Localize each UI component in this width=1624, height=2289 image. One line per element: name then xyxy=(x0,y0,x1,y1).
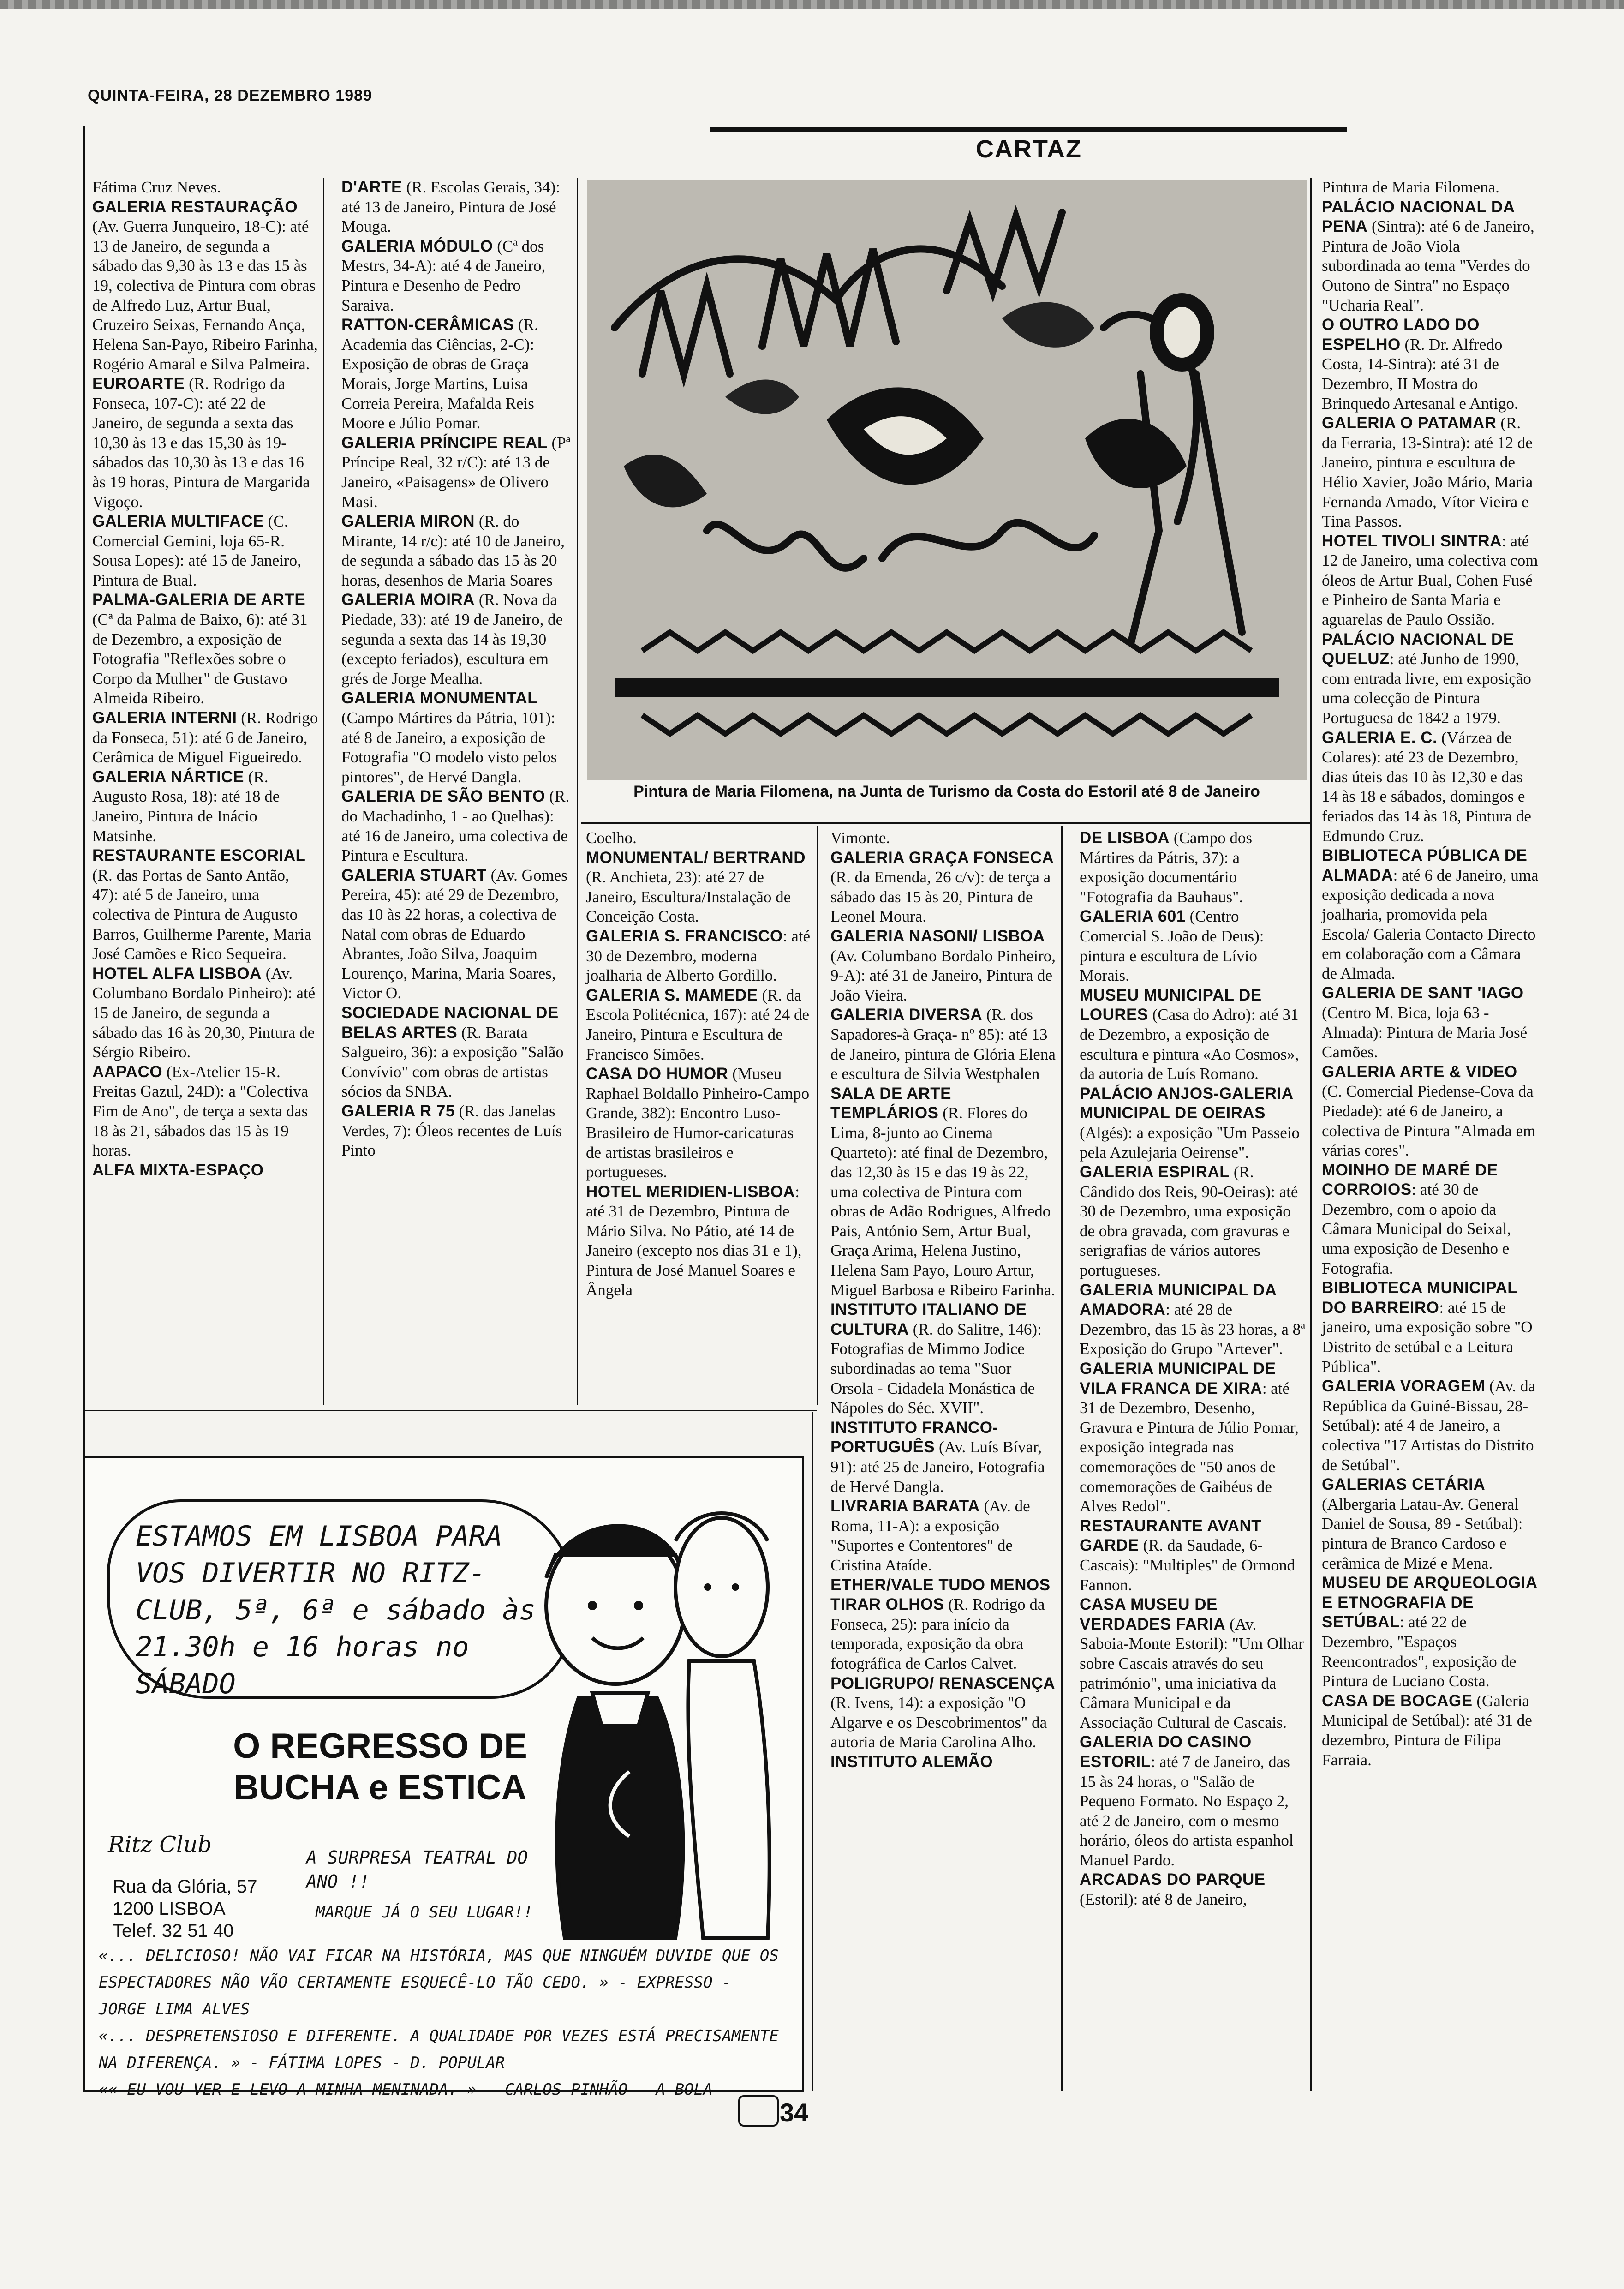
listing-details: (R. Barata Salgueiro, 36): a exposição "Salão Convívio" com obras de artistas sócios da SNBA. xyxy=(341,1023,564,1101)
press-quote: «... DELICIOSO! NÃO VAI FICAR NA HISTÓRIA, MAS QUE NINGUÉM DUVIDE QUE OS ESPECTADORES NÃO VÃO CERTAMENTE ESQUECÊ-LO TÃO CEDO. » - EXPRESSO - JORGE LIMA ALVES xyxy=(99,1947,779,2019)
column-rule xyxy=(1061,826,1063,2091)
listing-details: (Estoril): até 8 de Janeiro, xyxy=(1080,1890,1247,1909)
page-number: 34 xyxy=(780,2098,809,2127)
listing-details: (Cª da Palma de Baixo, 6): até 31 de Dezembro, a exposição de Fotografia "Reflexões sobre o Corpo da Mulher" de Gustavo Almeida Ribeiro. xyxy=(92,611,308,707)
listing-entry xyxy=(341,787,572,865)
theatre-advertisement xyxy=(83,1456,804,2099)
listing-details: (R. Rodrigo da Fonseca, 25): para início da temporada, exposição da obra fotográfica de Carlos Calvet. xyxy=(830,1595,1045,1672)
venue-name: GALERIA INTERNI xyxy=(92,709,237,727)
venue-name: ARCADAS DO PARQUE xyxy=(1080,1870,1266,1889)
listing-details: (Av. Gomes Pereira, 45): até 29 de Dezembro, das 10 às 22 horas, a colectiva de Natal com obras de Eduardo Abrantes, João Silva, Joaquim Lourenço, Marina, Maria Soares, Victor O. xyxy=(341,866,567,1002)
listing-details: (R. Rodrigo da Fonseca, 51): até 6 de Janeiro, Cerâmica de Miguel Figueiredo. xyxy=(92,709,318,767)
listing-details: Pintura de Maria Filomena. xyxy=(1322,178,1499,196)
listing-details: : até 30 de Dezembro, moderna joalharia de Alberto Gordillo. xyxy=(586,927,811,985)
page-dateline: QUINTA-FEIRA, 28 DEZEMBRO 1989 xyxy=(88,87,372,104)
venue-name: POLIGRUPO/ RENASCENÇA xyxy=(830,1674,1055,1692)
venue-name: GALERIA DIVERSA xyxy=(830,1006,983,1024)
venue-name: GALERIA MIRON xyxy=(341,512,475,531)
listing-column-6 xyxy=(1322,178,1539,1770)
ad-headline-text: ESTAMOS EM LISBOA PARA VOS DIVERTIR NO RITZ-CLUB, 5ª, 6ª e sábado às 21.30h e 16 horas no SÁBADO xyxy=(136,1520,536,1700)
listing-details: (R. das Janelas Verdes, 7): Óleos recentes de Luís Pinto xyxy=(341,1102,562,1160)
listing-details: : até 12 de Janeiro, uma colectiva com óleos de Artur Bual, Cohen Fusé e Pinheiro de Santa Maria e aguarelas de Paulo Ossião. xyxy=(1322,532,1538,629)
listing-entry xyxy=(1322,1062,1539,1161)
listing-entry xyxy=(92,178,318,198)
venue-name: GALERIA VORAGEM xyxy=(1322,1377,1486,1396)
listing-details: (Várzea de Colares): até 23 de Dezembro, dias úteis das 10 às 12,30 e das 14 às 18 e sábados, domingos e feriados das 14 às 18, Pintura de Edmundo Cruz. xyxy=(1322,728,1531,845)
listing-details: (R. da Ferraria, 13-Sintra): até 12 de Janeiro, pintura e escultura de Hélio Xavier, João Mário, Maria Fernanda Amado, Vítor Vieira e Tina Passos. xyxy=(1322,414,1533,531)
photo-caption: Pintura de Maria Filomena, na Junta de Turismo da Costa do Estoril até 8 de Janeiro xyxy=(633,783,1260,800)
venue-name: PALÁCIO ANJOS-GALERIA MUNICIPAL DE OEIRAS xyxy=(1080,1084,1293,1122)
venue-name: GALERIA DE SÃO BENTO xyxy=(341,787,545,806)
venue-name: GALERIA GRAÇA FONSECA xyxy=(830,848,1054,867)
listing-entry xyxy=(341,590,572,689)
listing-entry xyxy=(92,590,318,708)
listing-details: (C. Comercial Piedense-Cova da Piedade): até 6 de Janeiro, a colectiva de Pintura "Almada em várias cores". xyxy=(1322,1082,1536,1160)
listing-entry xyxy=(1080,828,1306,907)
listing-entry xyxy=(586,927,812,986)
ad-rule xyxy=(83,1410,817,1411)
venue-name: GALERIA STUART xyxy=(341,866,487,884)
listing-entry xyxy=(92,708,318,767)
listing-details: : até 30 de Dezembro, com o apoio da Câmara Municipal do Seixal, uma exposição de Desenho e Fotografia. xyxy=(1322,1180,1511,1277)
listing-entry xyxy=(1080,1084,1306,1162)
listing-entry xyxy=(1322,1278,1539,1377)
listing-entry xyxy=(586,848,812,927)
listing-details: (R. Nova da Piedade, 33): até 19 de Janeiro, de segunda a sexta das 14 às 19,30 (excepto feriados), escultura em grés de Jorge Mealha. xyxy=(341,591,563,688)
listing-entry xyxy=(341,512,572,590)
address-line: Telef. 32 51 40 xyxy=(113,1921,234,1941)
venue-name: D'ARTE xyxy=(341,178,402,196)
listing-details: (Pª Príncipe Real, 32 r/C): até 13 de Janeiro, «Paisagens» de Olivero Masi. xyxy=(341,433,571,511)
venue-name: HOTEL MERIDIEN-LISBOA xyxy=(586,1182,795,1201)
venue-name: O OUTRO LADO DO ESPELHO xyxy=(1322,316,1480,354)
listing-entry xyxy=(92,374,318,512)
comedians-illustration xyxy=(537,1486,786,1947)
listing-details: (R. Escolas Gerais, 34): até 13 de Janeiro, Pintura de José Mouga. xyxy=(341,178,561,236)
address-line: 1200 LISBOA xyxy=(113,1899,226,1919)
venue-name: GALERIA NASONI/ LISBOA xyxy=(830,927,1045,945)
listing-details: (Campo Mártires da Pátria, 101): até 8 de Janeiro, a exposição de Fotografia "O modelo visto pelos pintores", de Hervé Dangla. xyxy=(341,709,557,786)
listing-details: (R. Augusto Rosa, 18): até 18 de Janeiro, Pintura de Inácio Matsinhe. xyxy=(92,767,280,845)
venue-name: GALERIA DO CASINO ESTORIL xyxy=(1080,1733,1252,1771)
listing-entry xyxy=(1322,198,1539,316)
address-line: Rua da Glória, 57 xyxy=(113,1876,257,1897)
listing-details: : até 28 de Dezembro, das 15 às 23 horas, a 8ª Exposição do Grupo "Artever". xyxy=(1080,1300,1305,1358)
listing-details: (Av. Saboia-Monte Estoril): "Um Olhar sobre Cascais através do seu património", uma iniciativa da Câmara Municipal e da Associação Cultural de Cascais. xyxy=(1080,1615,1304,1732)
listing-entry xyxy=(586,986,812,1064)
listing-details: (Sintra): até 6 de Janeiro, Pintura de João Viola subordinada ao tema "Verdes do Outono de Sintra" no Espaço "Ucharia Real". xyxy=(1322,217,1534,314)
listing-details: : até 6 de Janeiro, uma exposição dedicada a nova joalharia, promovida pela Escola/ Galeria Contacto Directo em colaboração com a Câmara de Almada. xyxy=(1322,866,1539,983)
listing-entry xyxy=(92,1161,318,1180)
listing-entry xyxy=(341,237,572,315)
venue-name: HOTEL ALFA LISBOA xyxy=(92,964,262,983)
listing-details: (R. Dr. Alfredo Costa, 14-Sintra): até 31 de Dezembro, II Mostra do Brinquedo Artesanal e Antigo. xyxy=(1322,335,1518,413)
listing-entry xyxy=(830,927,1057,1005)
listing-entry xyxy=(1322,1691,1539,1770)
listing-entry xyxy=(586,1182,812,1300)
listing-details: : até 7 de Janeiro, das 15 às 24 horas, o "Salão de Pequeno Formato. No Espaço 2, até 2 de Janeiro, com o mesmo horário, óleos do artista espanhol Manuel Pardo. xyxy=(1080,1752,1294,1869)
venue-name: INSTITUTO FRANCO-PORTUGUÊS xyxy=(830,1418,998,1456)
venue-name: GALERIA RESTAURAÇÃO xyxy=(92,198,298,216)
listing-details: (R. Ivens, 14): a exposição "O Algarve e os Descobrimentos" da autoria de Maria Carolina Alho. xyxy=(830,1694,1047,1751)
section-title: CARTAZ xyxy=(976,135,1082,163)
listing-entry xyxy=(1080,1516,1306,1595)
listing-details: : até 31 de Dezembro, Desenho, Gravura e Pintura de Júlio Pomar, exposição integrada nas comemorações de "50 anos de comemorações de Gaibéus de Alves Redol". xyxy=(1080,1379,1299,1516)
listing-entry xyxy=(92,198,318,374)
listing-entry xyxy=(830,1418,1057,1497)
listing-details: (Cª dos Mestrs, 34-A): até 4 de Janeiro, Pintura e Desenho de Pedro Saraiva. xyxy=(341,237,546,314)
listing-details: (Centro M. Bica, loja 63 - Almada): Pintura de Maria José Camões. xyxy=(1322,1003,1528,1061)
listing-details: (Algés): a exposição "Um Passeio pela Azulejaria Oeirense". xyxy=(1080,1123,1300,1162)
listing-entry xyxy=(1322,983,1539,1062)
listing-entry xyxy=(1322,1161,1539,1279)
listing-entry xyxy=(92,1062,318,1161)
column-rule xyxy=(323,178,324,1405)
listing-details: (R. do Machadinho, 1 - ao Quelhas): até 16 de Janeiro, uma colectiva de Pintura e Escultura. xyxy=(341,787,570,865)
listing-entry xyxy=(341,1003,572,1102)
section-rule xyxy=(710,127,1347,132)
listing-details: (C. Comercial Gemini, loja 65-R. Sousa Lopes): até 15 de Janeiro, Pintura de Bual. xyxy=(92,512,301,589)
venue-name: GALERIA MUNICIPAL DA AMADORA xyxy=(1080,1281,1277,1319)
listing-entry xyxy=(830,1576,1057,1674)
press-quote: «... DESPRETENSIOSO E DIFERENTE. A QUALIDADE POR VEZES ESTÁ PRECISAMENTE NA DIFERENÇA. » - FÁTIMA LOPES - D. POPULAR xyxy=(99,2027,779,2072)
listing-details: (R. Rodrigo da Fonseca, 107-C): até 22 de Janeiro, de segunda a sexta das 10,30 às 13 e das 15,30 às 19-sábados das 10,30 às 13 e das 16 às 19 horas, Pintura de Margarida Vigoço. xyxy=(92,374,310,511)
listing-entry xyxy=(1322,315,1539,413)
venue-name: GALERIA O PATAMAR xyxy=(1322,414,1497,432)
venue-name: GALERIA MONUMENTAL xyxy=(341,689,538,707)
listing-details: (Casa do Adro): até 31 de Dezembro, a exposição de escultura e pintura «Ao Cosmos», da autoria de Luís Romano. xyxy=(1080,1006,1299,1083)
painting-photo xyxy=(587,180,1307,780)
listing-entry xyxy=(830,1497,1057,1575)
listing-entry xyxy=(830,1300,1057,1418)
listing-details: Fátima Cruz Neves. xyxy=(92,178,221,196)
listing-column-2 xyxy=(341,178,572,1161)
listing-entry xyxy=(1080,1870,1306,1909)
venue-name: CASA DE BOCAGE xyxy=(1322,1691,1473,1710)
venue-name: DE LISBOA xyxy=(1080,829,1170,847)
listing-entry xyxy=(341,433,572,512)
listing-details: Vimonte. xyxy=(830,829,890,847)
venue-name: INSTITUTO ITALIANO DE CULTURA xyxy=(830,1300,1027,1338)
listing-details: (Av. Columbano Bordalo Pinheiro, 9-A): até 31 de Janeiro, Pintura de João Vieira. xyxy=(830,947,1056,1004)
listing-entry xyxy=(830,848,1057,927)
listing-entry xyxy=(1080,1732,1306,1870)
listing-entry xyxy=(92,512,318,590)
venue-name: GALERIA ESPIRAL xyxy=(1080,1163,1230,1181)
listing-entry xyxy=(1080,1595,1306,1732)
listing-details: : até 22 de Dezembro, "Espaços Reencontrados", exposição de Pintura de Luciano Costa. xyxy=(1322,1613,1517,1690)
listing-entry xyxy=(1322,846,1539,983)
column-rule xyxy=(817,826,818,1405)
photo-rule xyxy=(581,822,1310,824)
venue-name: GALERIAS CETÁRIA xyxy=(1322,1475,1486,1494)
venue-name: GALERIA S. MAMEDE xyxy=(586,986,758,1004)
venue-name: MONUMENTAL/ BERTRAND xyxy=(586,848,806,867)
column-rule xyxy=(577,178,578,1405)
listing-entry xyxy=(1080,1162,1306,1281)
venue-name: INSTITUTO ALEMÃO xyxy=(830,1752,993,1771)
listing-entry xyxy=(1080,1281,1306,1359)
venue-name: ETHER/VALE TUDO MENOS TIRAR OLHOS xyxy=(830,1576,1051,1614)
listing-entry xyxy=(92,767,318,846)
listing-entry xyxy=(586,828,812,848)
painting-illustration xyxy=(587,180,1307,780)
listing-entry xyxy=(1322,532,1539,630)
ad-reserve-text: MARQUE JÁ O SEU LUGAR!! xyxy=(316,1903,533,1922)
listing-details: (Campo dos Mártires da Pátris, 37): a exposição documentário "Fotografia da Bauhaus". xyxy=(1080,829,1252,906)
listing-details: (Av. Guerra Junqueiro, 18-C): até 13 de Janeiro, de segunda a sábado das 9,30 às 13 e das 15 às 19, colectiva de Pintura com obras de Alfredo Luz, Artur Bual, Cruzeiro Seixas, Fernando Ança, Helena San-Payo, Ribeiro Farinha, Rogério Amaral e Silva Palmeira. xyxy=(92,217,318,373)
venue-name: PALÁCIO NACIONAL DE QUELUZ xyxy=(1322,630,1514,668)
venue-name: ALFA MIXTA-ESPAÇO xyxy=(92,1161,264,1179)
listing-entry xyxy=(1322,1573,1539,1691)
venue-name: GALERIA MUNICIPAL DE VILA FRANCA DE XIRA xyxy=(1080,1360,1276,1397)
listing-entry xyxy=(830,1084,1057,1300)
column-rule xyxy=(1310,178,1312,2091)
listing-details: (Av. da República da Guiné-Bissau, 28- Setúbal): até 4 de Janeiro, a colectiva "17 Artistas do Distrito de Setúbal". xyxy=(1322,1377,1536,1474)
venue-name: AAPACO xyxy=(92,1062,163,1081)
venue-name: GALERIA R 75 xyxy=(341,1102,455,1120)
listing-entry xyxy=(341,689,572,787)
venue-name: MUSEU MUNICIPAL DE LOURES xyxy=(1080,986,1262,1024)
listing-details: (Ex-Atelier 15-R. Freitas Gazul, 24D): a "Colectiva Fim de Ano", de terça a sexta das 18 às 21, sábados das 15 às 19 horas. xyxy=(92,1062,309,1160)
listing-details: (R. da Emenda, 26 c/v): de terça a sábado das 15 às 20, Pintura de Leonel Moura. xyxy=(830,868,1051,926)
venue-name: RESTAURANTE ESCORIAL xyxy=(92,846,306,865)
top-scan-border xyxy=(0,0,1624,9)
listing-details: (R. dos Sapadores-à Graça- nº 85): até 13 de Janeiro, pintura de Glória Elena e escultura de Silvia Westphalen xyxy=(830,1006,1056,1083)
ad-surprise-text: A SURPRESA TEATRAL DO ANO !! xyxy=(306,1847,528,1892)
venue-name: LIVRARIA BARATA xyxy=(830,1497,980,1516)
listing-entry xyxy=(586,1064,812,1182)
venue-name: GALERIA MOIRA xyxy=(341,591,475,609)
listing-details: (Museu Raphael Boldallo Pinheiro-Campo Grande, 382): Encontro Luso-Brasileiro de Humor-caricaturas de artistas brasileiros e portugueses. xyxy=(586,1065,810,1181)
listing-details: (R. do Mirante, 14 r/c): até 10 de Janeiro, de segunda a sábado das 15 às 20 horas, desenhos de Maria Soares xyxy=(341,512,565,589)
venue-name: HOTEL TIVOLI SINTRA xyxy=(1322,532,1502,550)
listing-entry xyxy=(1322,413,1539,532)
listing-entry xyxy=(830,1005,1057,1084)
column-rule xyxy=(812,1412,813,2091)
ritz-club-logo: Ritz Club xyxy=(108,1832,212,1858)
listing-entry xyxy=(92,846,318,964)
venue-name: BIBLIOTECA MUNICIPAL DO BARREIRO xyxy=(1322,1279,1517,1317)
listing-entry xyxy=(92,964,318,1062)
venue-name: GALERIA ARTE & VIDEO xyxy=(1322,1062,1517,1081)
listing-details: Coelho. xyxy=(586,829,637,847)
venue-name: MUSEU DE ARQUEOLOGIA E ETNOGRAFIA DE SETÚBAL xyxy=(1322,1574,1537,1631)
venue-name: CASA DO HUMOR xyxy=(586,1065,728,1083)
venue-name: GALERIA E. C. xyxy=(1322,728,1438,747)
venue-name: GALERIA DE SANT 'IAGO xyxy=(1322,984,1524,1002)
venue-name: GALERIA MÓDULO xyxy=(341,237,493,255)
listing-details: (R. Flores do Lima, 8-junto ao Cinema Quarteto): até final de Dezembro, das 12,30 às 15 e das 19 às 22, uma colectiva de Pintura com obras de Adão Rodrigues, Alfredo Pais, António Sem, Artur Bual, Graça Arima, Helena Justino, Helena Sam Payo, Louro Artur, Miguel Barbosa e Ribeiro Farinha. xyxy=(830,1104,1055,1299)
listing-column-4 xyxy=(830,828,1057,1772)
listing-entry xyxy=(1080,1359,1306,1516)
listing-entry xyxy=(341,178,572,237)
listing-details: (Av. Luís Bívar, 91): até 25 de Janeiro, Fotografia de Hervé Dangla. xyxy=(830,1438,1045,1496)
venue-name: SALA DE ARTE TEMPLÁRIOS xyxy=(830,1084,952,1122)
venue-name: PALÁCIO NACIONAL DA PENA xyxy=(1322,198,1515,236)
venue-name: RESTAURANTE AVANT GARDE xyxy=(1080,1516,1262,1555)
ad-press-quotes xyxy=(99,1942,786,2103)
listing-column-5 xyxy=(1080,828,1306,1910)
press-quote: «« EU VOU VER E LEVO A MINHA MENINADA. » - CARLOS PINHÃO - A BOLA xyxy=(99,2080,713,2099)
listing-details: (R. da Saudade, 6-Cascais): "Multiples" de Ormond Fannon. xyxy=(1080,1536,1295,1594)
venue-name: PALMA-GALERIA DE ARTE xyxy=(92,591,306,609)
listing-entry xyxy=(830,828,1057,848)
listing-details: (R. Cândido dos Reis, 90-Oeiras): até 30 de Dezembro, uma exposição de obra gravada, com gravuras e serigrafias de vários autores portugueses. xyxy=(1080,1163,1298,1280)
listing-details: (R. Anchieta, 23): até 27 de Janeiro, Escultura/Instalação de Conceição Costa. xyxy=(586,868,791,926)
listing-details: (Galeria Municipal de Setúbal): até 31 de dezembro, Pintura de Filipa Farraia. xyxy=(1322,1691,1532,1769)
venue-name: CASA MUSEU DE VERDADES FARIA xyxy=(1080,1595,1226,1633)
listing-details: (R. Academia das Ciências, 2-C): Exposição de obras de Graça Morais, Jorge Martins, Luisa Correia Pereira, Mafalda Reis Moore e Júlio Pomar. xyxy=(341,316,538,432)
listing-details: (R. da Escola Politécnica, 167): até 24 de Janeiro, Pintura e Escultura de Francisco Simões. xyxy=(586,986,810,1063)
venue-name: GALERIA NÁRTICE xyxy=(92,767,244,786)
venue-name: GALERIA S. FRANCISCO xyxy=(586,927,783,945)
listing-details: (R. do Salitre, 146): Fotografias de Mimmo Jodice subordinadas ao tema "Suor Orsola - Cidadela Monástica de Nápoles do Séc. XVII". xyxy=(830,1320,1042,1417)
listing-entry xyxy=(341,1102,572,1161)
listing-column-3 xyxy=(586,828,812,1300)
listing-entry xyxy=(1322,1475,1539,1573)
venue-name: MOINHO DE MARÉ DE CORROIOS xyxy=(1322,1161,1498,1199)
listing-details: (R. das Portas de Santo Antão, 47): até 5 de Janeiro, uma colectiva de Pintura de Augusto Barros, Guilherme Parente, Maria José Camões e Rico Sequeira. xyxy=(92,866,312,963)
listing-entry xyxy=(1080,907,1306,985)
listing-entry xyxy=(830,1752,1057,1772)
venue-name: GALERIA PRÍNCIPE REAL xyxy=(341,433,548,452)
listing-entry xyxy=(341,315,572,433)
listing-column-1 xyxy=(92,178,318,1180)
venue-name: GALERIA 601 xyxy=(1080,907,1186,926)
listing-details: (Centro Comercial S. João de Deus): pintura e escultura de Lívio Morais. xyxy=(1080,907,1264,985)
listing-entry xyxy=(1322,1377,1539,1475)
ad-show-title: O REGRESSO DE BUCHA e ESTICA xyxy=(233,1726,527,1807)
venue-name: GALERIA MULTIFACE xyxy=(92,512,264,531)
listing-details: (Av. de Roma, 11-A): a exposição "Suportes e Contentores" de Cristina Ataíde. xyxy=(830,1497,1030,1574)
listing-details: : até 15 de janeiro, uma exposição sobre "O Distrito de setúbal e a Leitura Pública". xyxy=(1322,1298,1533,1376)
listing-details: : até Junho de 1990, com entrada livre, em exposição uma colecção de Pintura Portuguesa de 1842 a 1979. xyxy=(1322,650,1531,727)
listing-details: (Albergaria Latau-Av. General Daniel de Sousa, 89 - Setúbal): pintura de Branco Cardoso e cerâmica de Mizé e Mena. xyxy=(1322,1495,1523,1572)
listing-entry xyxy=(830,1674,1057,1752)
venue-name: RATTON-CERÂMICAS xyxy=(341,316,514,334)
ad-address xyxy=(113,1876,257,1942)
listing-entry xyxy=(1080,986,1306,1084)
venue-name: SOCIEDADE NACIONAL DE BELAS ARTES xyxy=(341,1003,559,1042)
listing-details: (Av. Columbano Bordalo Pinheiro): até 15 de Janeiro, de segunda a sábado das 16 às 20,30, Pintura de Sérgio Ribeiro. xyxy=(92,964,316,1061)
venue-name: BIBLIOTECA PÚBLICA DE ALMADA xyxy=(1322,846,1528,884)
listing-entry xyxy=(1322,178,1539,198)
venue-name: EUROARTE xyxy=(92,374,185,393)
folio-logo xyxy=(738,2095,779,2127)
listing-entry xyxy=(341,866,572,1003)
listing-entry xyxy=(1322,630,1539,728)
listing-details: : até 31 de Dezembro, Pintura de Mário Silva. No Pátio, até 14 de Janeiro (excepto nos dias 31 e 1), Pintura de José Manuel Soares e Ângela xyxy=(586,1182,802,1299)
listing-entry xyxy=(1322,728,1539,846)
